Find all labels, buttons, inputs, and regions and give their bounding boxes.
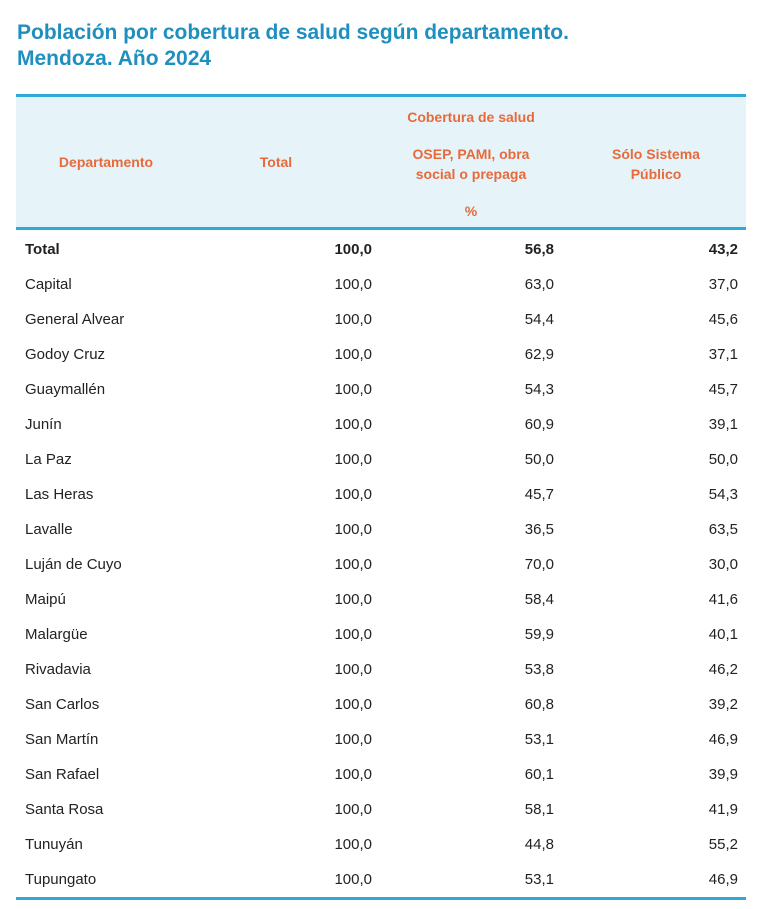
cell-osep: 53,1 [524,731,554,748]
cell-total: 100,0 [334,801,372,818]
cell-total: 100,0 [334,521,372,538]
cell-osep: 63,0 [524,276,554,293]
cell-departamento: Luján de Cuyo [25,556,122,573]
cell-osep: 50,0 [524,451,554,468]
cell-solo: 40,1 [708,626,738,643]
cell-solo: 39,1 [708,416,738,433]
cell-departamento: Tupungato [25,871,97,888]
cell-osep: 58,1 [524,801,554,818]
table-row [16,722,746,757]
table-row [16,407,746,442]
header-departamento: Departamento [58,154,154,170]
header-solo-line-1: Sólo Sistema [612,146,700,162]
table-row [16,862,746,897]
cell-departamento: La Paz [25,451,72,468]
cell-solo: 55,2 [708,836,738,853]
cell-departamento: Guaymallén [25,381,106,398]
cell-osep: 36,5 [524,521,554,538]
table-row [16,547,746,582]
cell-total: 100,0 [334,416,372,433]
cell-departamento: San Carlos [25,696,100,713]
cell-solo: 46,2 [708,661,738,678]
cell-solo: 63,5 [708,521,738,538]
cell-departamento: Maipú [25,591,66,608]
header-osep [371,144,571,184]
header-cobertura: Cobertura de salud [407,109,535,125]
cell-solo: 43,2 [708,241,738,258]
cell-osep: 59,9 [524,626,554,643]
cell-osep: 62,9 [524,346,554,363]
cell-solo: 37,1 [708,346,738,363]
page-title [17,20,757,72]
header-solo-publico [571,144,741,184]
cell-osep: 53,1 [524,871,554,888]
cell-total: 100,0 [334,731,372,748]
cell-departamento: San Rafael [25,766,100,783]
table-row [16,267,746,302]
cell-departamento: Godoy Cruz [25,346,106,363]
table-row [16,372,746,407]
cell-total: 100,0 [334,276,372,293]
cell-solo: 45,6 [708,311,738,328]
table-row [16,337,746,372]
table-row [16,582,746,617]
cell-departamento: Las Heras [25,486,94,503]
cell-total: 100,0 [334,486,372,503]
cell-departamento: Capital [25,276,72,293]
table-row [16,757,746,792]
cell-departamento: Malargüe [25,626,88,643]
cell-solo: 46,9 [708,731,738,748]
cell-departamento: Rivadavia [25,661,91,678]
cell-solo: 54,3 [708,486,738,503]
cell-osep: 56,8 [524,241,554,258]
header-osep-line-1: OSEP, PAMI, obra [412,146,530,162]
cell-solo: 37,0 [708,276,738,293]
cell-osep: 60,9 [524,416,554,433]
table-row [16,512,746,547]
cell-total: 100,0 [334,626,372,643]
cell-total: 100,0 [334,871,372,888]
header-osep-line-2: social o prepaga [415,166,527,182]
cell-osep: 45,7 [524,486,554,503]
cell-osep: 44,8 [524,836,554,853]
cell-solo: 50,0 [708,451,738,468]
cell-solo: 41,6 [708,591,738,608]
table-row [16,652,746,687]
cell-solo: 30,0 [708,556,738,573]
cell-total: 100,0 [334,836,372,853]
title-line-1: Población por cobertura de salud según departamento. [17,21,569,44]
cell-osep: 58,4 [524,591,554,608]
cell-total: 100,0 [334,696,372,713]
cell-total: 100,0 [334,661,372,678]
table-row [16,687,746,722]
cell-total: 100,0 [334,451,372,468]
cell-osep: 54,4 [524,311,554,328]
table-row-total [16,232,746,267]
table-row [16,302,746,337]
cell-osep: 54,3 [524,381,554,398]
coverage-table [16,94,746,900]
title-line-2: Mendoza. Año 2024 [17,47,212,70]
cell-solo: 39,9 [708,766,738,783]
cell-departamento: Santa Rosa [25,801,104,818]
table-row [16,827,746,862]
cell-total: 100,0 [334,556,372,573]
cell-total: 100,0 [334,766,372,783]
cell-total: 100,0 [334,311,372,328]
table-row [16,792,746,827]
cell-departamento: Lavalle [25,521,73,538]
cell-osep: 70,0 [524,556,554,573]
cell-osep: 53,8 [524,661,554,678]
table-row [16,442,746,477]
cell-departamento: General Alvear [25,311,125,328]
header-unit: % [464,203,478,219]
table-row [16,617,746,652]
cell-total: 100,0 [334,381,372,398]
cell-total: 100,0 [334,346,372,363]
cell-departamento: Total [25,241,60,258]
table-body [16,230,746,900]
cell-total: 100,0 [334,591,372,608]
cell-departamento: Tunuyán [25,836,83,853]
table-header [16,94,746,230]
cell-solo: 39,2 [708,696,738,713]
cell-solo: 45,7 [708,381,738,398]
cell-departamento: Junín [25,416,62,433]
header-total: Total [259,154,293,170]
table-row [16,477,746,512]
cell-solo: 46,9 [708,871,738,888]
cell-departamento: San Martín [25,731,99,748]
cell-osep: 60,8 [524,696,554,713]
header-solo-line-2: Público [630,166,682,182]
cell-solo: 41,9 [708,801,738,818]
cell-osep: 60,1 [524,766,554,783]
cell-total: 100,0 [334,241,372,258]
